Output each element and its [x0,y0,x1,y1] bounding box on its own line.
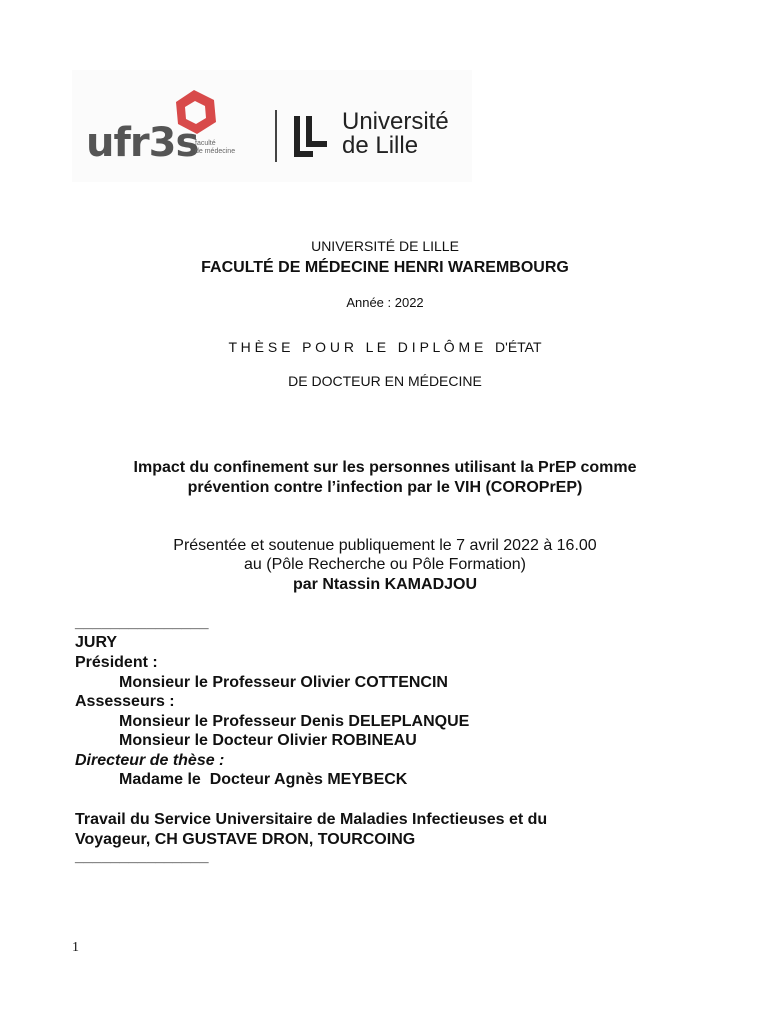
faculty-name: FACULTÉ DE MÉDECINE HENRI WAREMBOURG [201,259,569,276]
assessor-2: Monsieur le Docteur Olivier ROBINEAU [119,732,417,749]
work-rule-bottom: _______________ [75,848,209,865]
university-line1: Université [342,108,449,135]
jury-rule-top: _______________ [75,614,209,631]
president-name: Monsieur le Professeur Olivier COTTENCIN [119,674,448,691]
director-label: Directeur de thèse : [75,752,225,769]
academic-year: Année : 2022 [346,295,424,310]
thesis-title-line1: Impact du confinement sur les personnes utilisant la PrEP comme [133,459,637,476]
director-name: Madame le Docteur Agnès MEYBECK [119,771,408,788]
president-label: Président : [75,654,158,671]
ufr3s-subtitle-line2: de médecine [195,148,236,155]
ufr3s-subtitle-line1: faculté [195,140,216,147]
university-name: UNIVERSITÉ DE LILLE [311,238,459,254]
ufr3s-logo-text: ufr3s [86,120,199,166]
work-line2: Voyageur, CH GUSTAVE DRON, TOURCOING [75,831,416,848]
logo-divider [275,110,277,162]
defense-date: Présentée et soutenue publiquement le 7 avril 2022 à 16.00 [173,537,597,554]
defense-location: au (Pôle Recherche ou Pôle Formation) [244,556,526,573]
page-number: 1 [72,940,79,955]
work-line1: Travail du Service Universitaire de Maladies Infectieuses et du [75,811,548,828]
thesis-type: T H È S E P O U R L E D I P L Ô M E D'ÉTAT [228,339,542,355]
thesis-title-line2: prévention contre l’infection par le VIH (COROPrEP) [187,479,583,496]
assessors-label: Assesseurs : [75,693,175,710]
universite-de-lille-logo-mark [293,114,333,158]
assessor-1: Monsieur le Professeur Denis DELEPLANQUE [119,713,470,730]
jury-heading: JURY [75,634,118,651]
degree: DE DOCTEUR EN MÉDECINE [288,373,482,389]
universite-de-lille-logo-text [342,110,449,158]
ufr3s-logo-subtitle [195,140,235,156]
university-line2: de Lille [342,132,419,159]
author: par Ntassin KAMADJOU [292,576,478,593]
